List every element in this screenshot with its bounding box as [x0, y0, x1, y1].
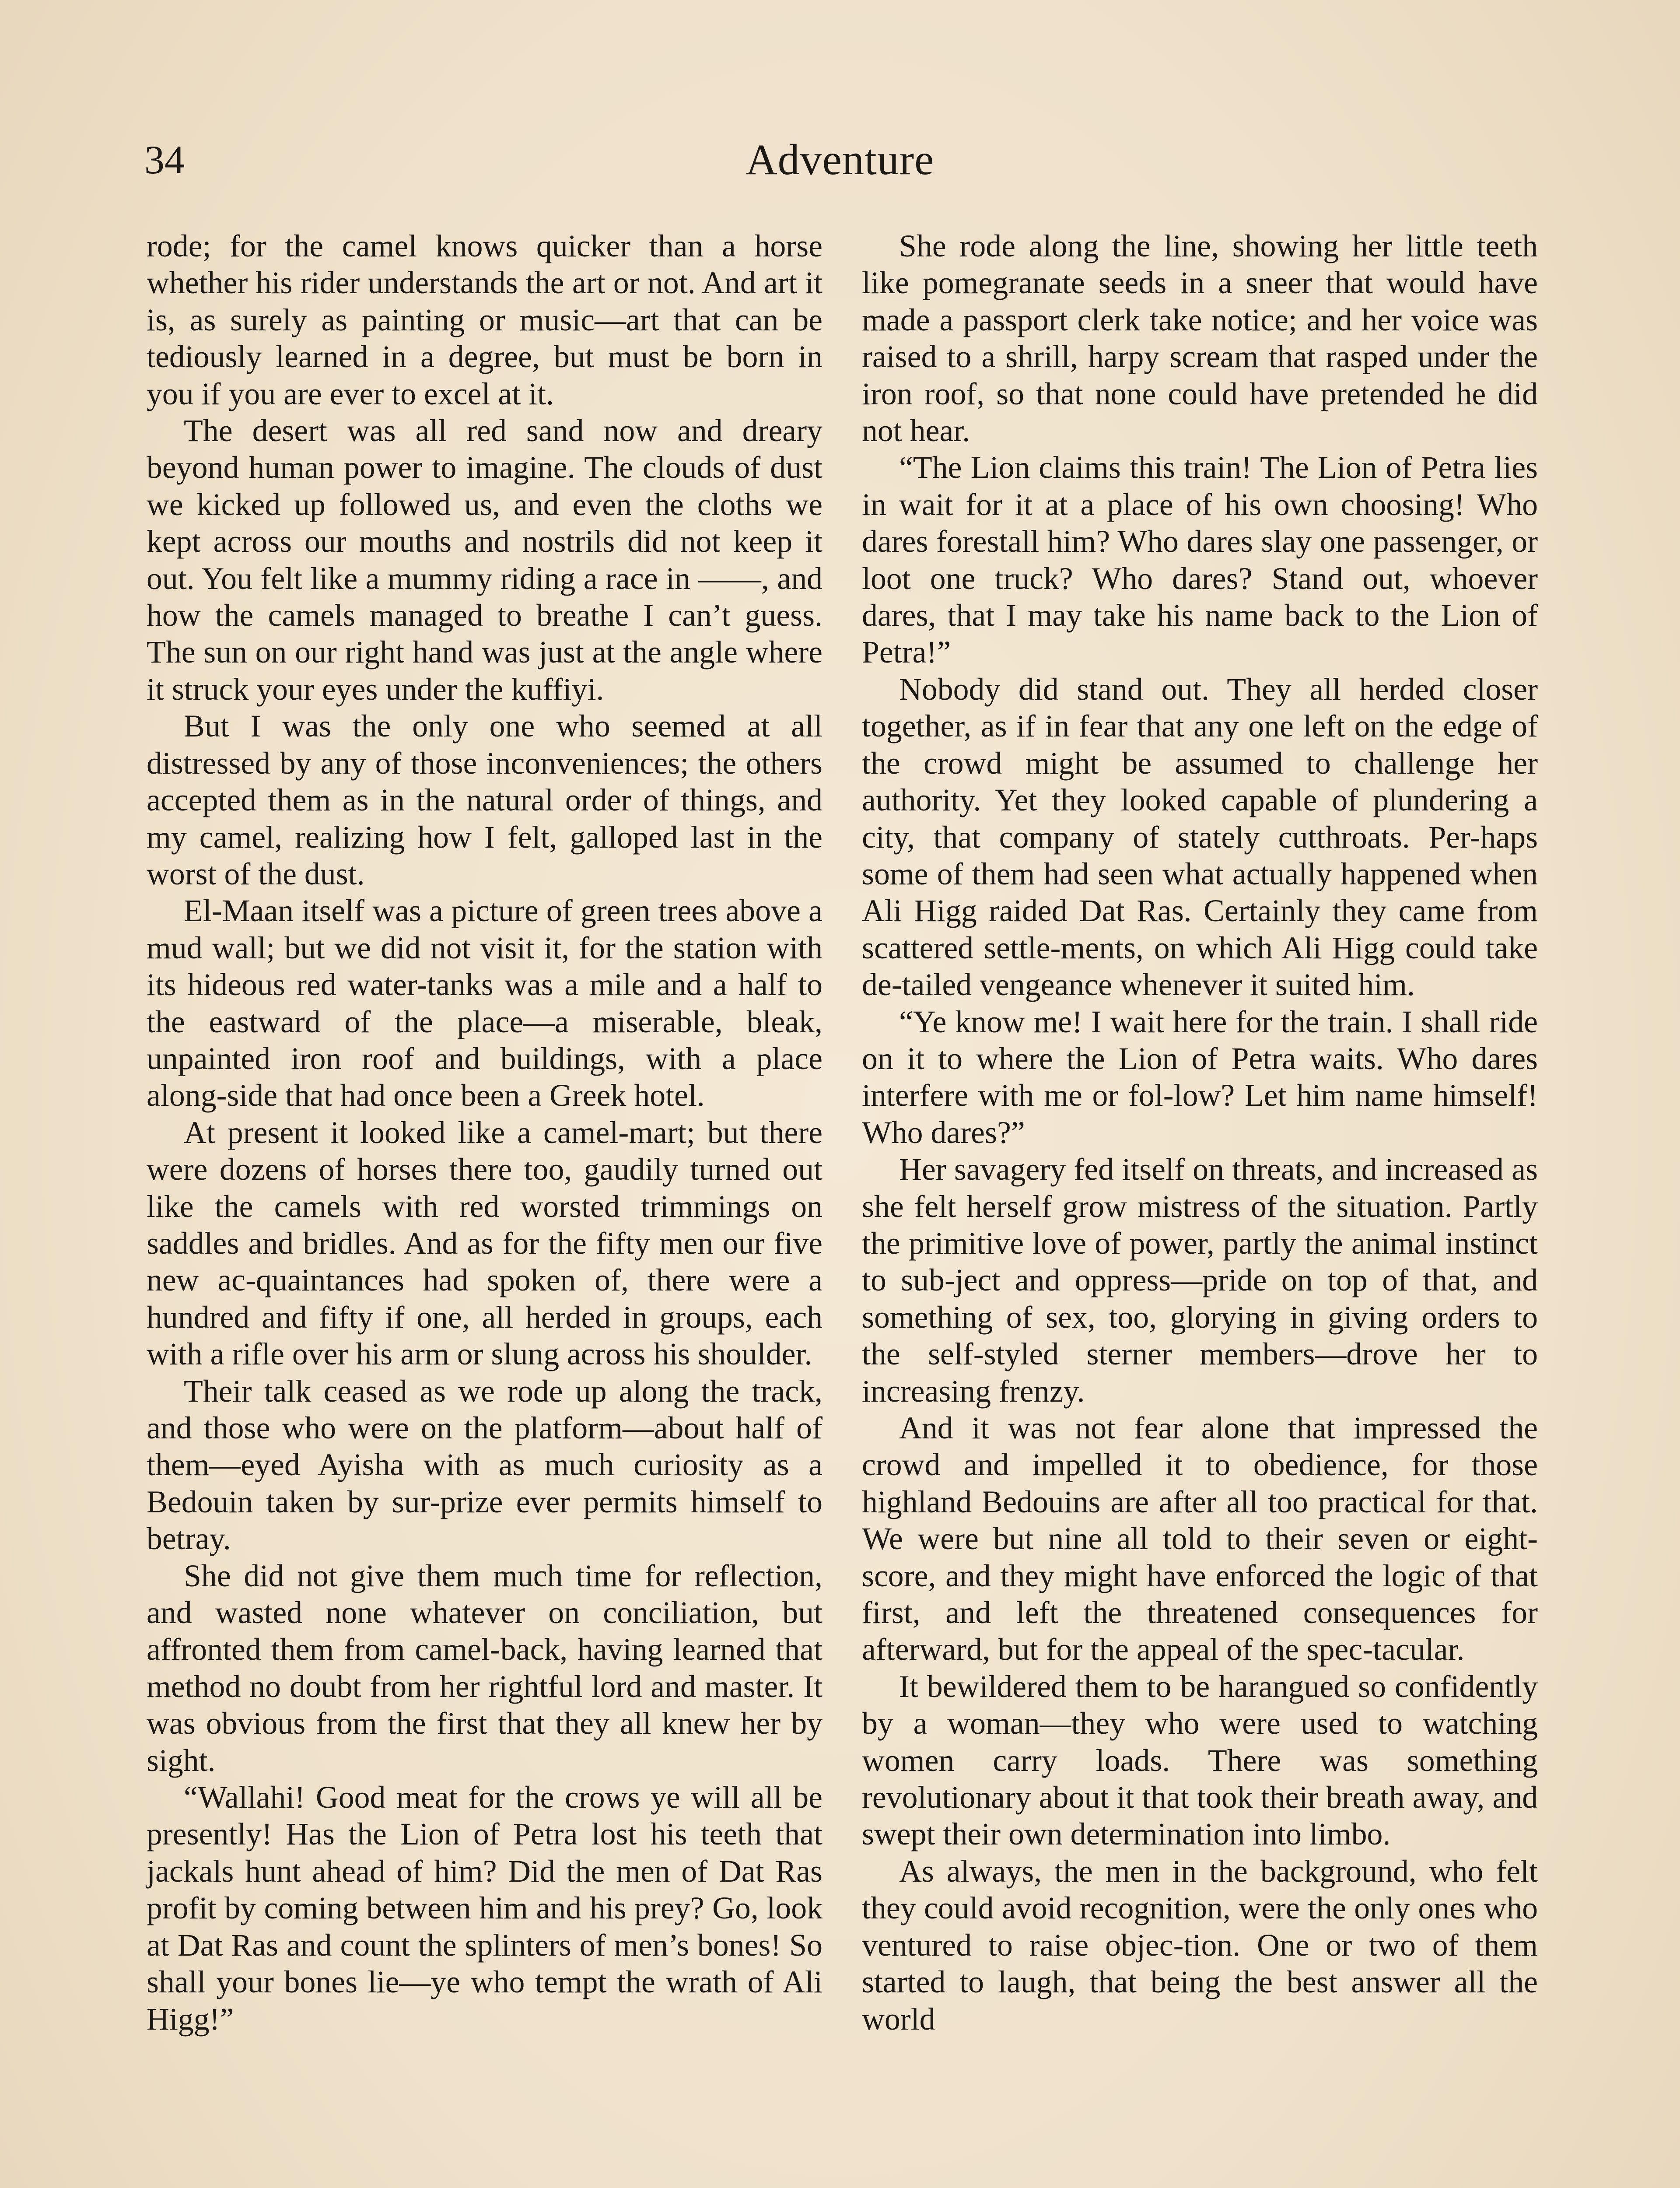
paragraph: And it was not fear alone that impressed the crowd and impelled it to obedience, for those highland Bedouins are after all too practical for that. We were but nine all told to their seven or eight-score, and they might have enforced the logic of that first, and left the threatened consequences for afterward, but for the appeal of the spec-tacular.	[862, 1410, 1538, 1667]
paragraph: “Wallahi! Good meat for the crows ye will all be presently! Has the Lion of Petra lost his teeth that jackals hunt ahead of him? Did the men of Dat Ras profit by coming between him and his prey? Go, look at Dat Ras and count the splinters of men’s bones! So shall your bones lie—ye who tempt the wrath of Ali Higg!”	[147, 1780, 822, 2037]
paragraph: She did not give them much time for reflection, and wasted none whatever on conciliation, but affronted them from camel-back, having learned that method no doubt from her rightful lord and master. It was obvious from the first that they all knew her by sight.	[147, 1558, 822, 1778]
paragraph: “The Lion claims this train! The Lion of Petra lies in wait for it at a place of his own choosing! Who dares forestall him? Who dares slay one passenger, or loot one truck? Who dares? Stand out, whoever dares, that I may take his name back to the Lion of Petra!”	[862, 450, 1538, 670]
paragraph: Nobody did stand out. They all herded closer together, as if in fear that any one left on the edge of the crowd might be assumed to challenge her authority. Yet they looked capable of plundering a city, that company of stately cutthroats. Per-haps some of them had seen what actually happened when Ali Higg raided Dat Ras. Certainly they came from scattered settle-ments, on which Ali Higg could take de-tailed vengeance whenever it suited him.	[862, 671, 1538, 1003]
paragraph: rode; for the camel knows quicker than a horse whether his rider understands the art or not. And art it is, as surely as painting or music—art that can be tediously learned in a degree, but must be born in you if you are ever to excel at it.	[147, 228, 822, 411]
paragraph: She rode along the line, showing her little teeth like pomegranate seeds in a sneer that would have made a passport clerk take notice; and her voice was raised to a shrill, harpy scream that rasped under the iron roof, so that none could have pretended he did not hear.	[862, 228, 1538, 449]
paragraph: The desert was all red sand now and dreary beyond human power to imagine. The clouds of dust we kicked up followed us, and even the cloths we kept across our mouths and nostrils did not keep it out. You felt like a mummy riding a race in ——, and how the camels managed to breathe I can’t guess. The sun on our right hand was just at the angle where it struck your eyes under the kuffiyi.	[147, 413, 822, 707]
paragraph: At present it looked like a camel-mart; but there were dozens of horses there too, gaudily turned out like the camels with red worsted trimmings on saddles and bridles. And as for the fifty men our five new ac-quaintances had spoken of, there were a hundred and fifty if one, all herded in groups, each with a rifle over his arm or slung across his shoulder.	[147, 1115, 822, 1372]
running-title: Adventure	[746, 135, 934, 184]
paragraph: It bewildered them to be harangued so confidently by a woman—they who were used to watching women carry loads. There was something revolutionary about it that took their breath away, and swept their own determination into limbo.	[862, 1669, 1538, 1852]
page-header	[144, 131, 1536, 197]
left-column	[147, 228, 822, 2037]
page-number: 34	[144, 137, 185, 182]
paragraph: “Ye know me! I wait here for the train. I shall ride on it to where the Lion of Petra waits. Who dares interfere with me or fol-low? Let him name himself! Who dares?”	[862, 1004, 1538, 1150]
right-column	[862, 228, 1538, 2037]
paragraph: Their talk ceased as we rode up along the track, and those who were on the platform—about half of them—eyed Ayisha with as much curiosity as a Bedouin taken by sur-prize ever permits himself to betray.	[147, 1373, 822, 1557]
paragraph: El-Maan itself was a picture of green trees above a mud wall; but we did not visit it, for the station with its hideous red water-tanks was a mile and a half to the eastward of the place—a miserable, bleak, unpainted iron roof and buildings, with a place along-side that had once been a Greek hotel.	[147, 893, 822, 1113]
paragraph: Her savagery fed itself on threats, and increased as she felt herself grow mistress of the situation. Partly the primitive love of power, partly the animal instinct to sub-ject and oppress—pride on top of that, and something of sex, too, glorying in giving orders to the self-styled sterner members—drove her to increasing frenzy.	[862, 1152, 1538, 1409]
paragraph: As always, the men in the background, who felt they could avoid recognition, were the only ones who ventured to raise objec-tion. One or two of them started to laugh, that being the best answer all the world	[862, 1853, 1538, 2037]
paragraph: But I was the only one who seemed at all distressed by any of those inconveniences; the others accepted them as in the natural order of things, and my camel, realizing how I felt, galloped last in the worst of the dust.	[147, 708, 822, 891]
